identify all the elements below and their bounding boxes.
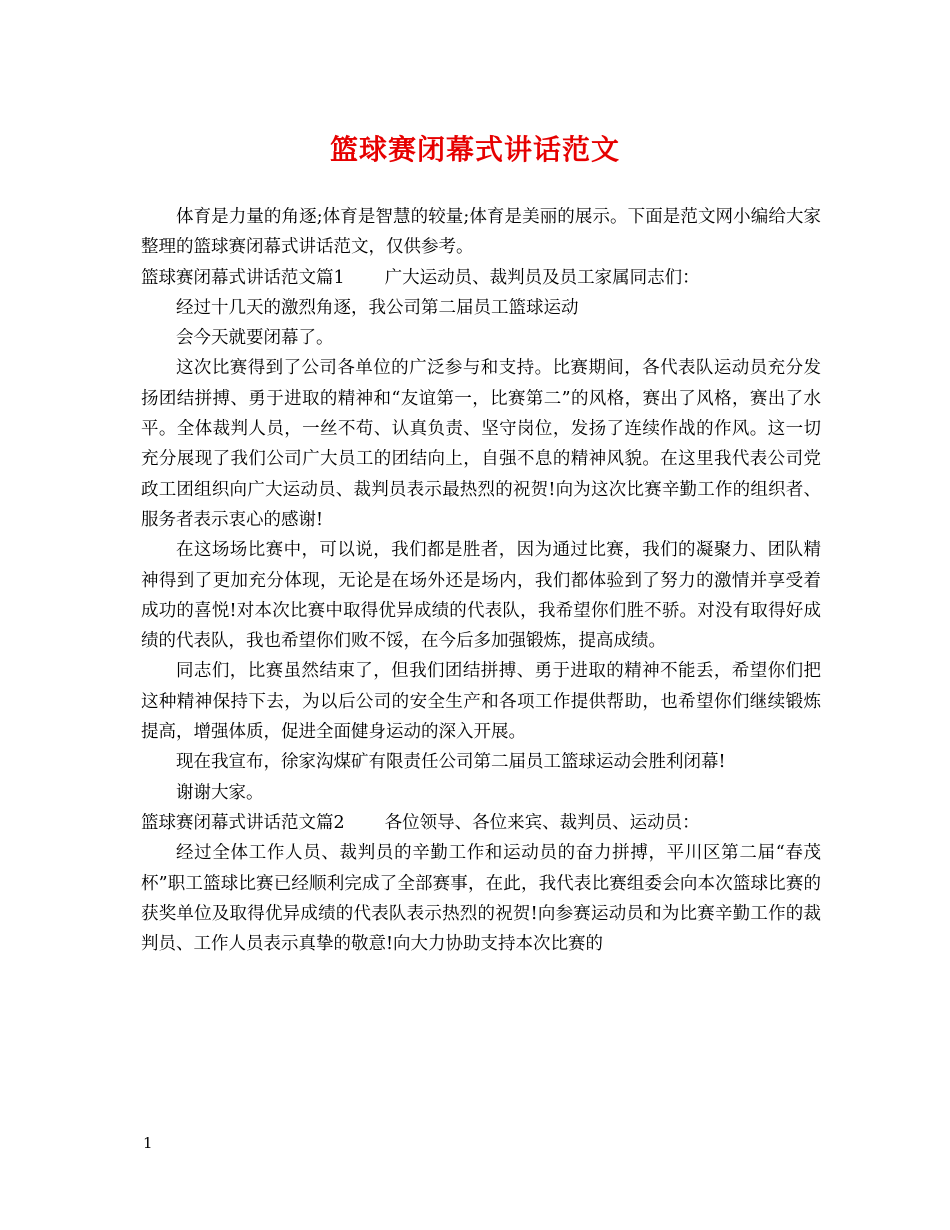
- section-label: 篮球赛闭幕式讲话范文篇2: [141, 812, 345, 833]
- paragraph: 会今天就要闭幕了。: [176, 328, 334, 349]
- paragraph: 现在我宣布，徐家沟煤矿有限责任公司第二届员工篮球运动会胜利闭幕!: [176, 752, 726, 773]
- section-heading-1: [141, 263, 821, 293]
- section-heading-2: [141, 808, 821, 838]
- paragraph: 经过全体工作人员、裁判员的辛勤工作和运动员的奋力拼搏，平川区第二届“春茂杯”职工篮球比赛已经顺利完成了全部赛事，在此，我代表比赛组委会向本次篮球比赛的获奖单位及取得优异成绩的代表队表示热烈的祝贺!向参赛运动员和为比赛辛勤工作的裁判员、工作人员表示真挚的敬意!向大力协助支持本次比赛的: [141, 843, 821, 955]
- paragraph: 经过十几天的激烈角逐，我公司第二届员工篮球运动: [176, 297, 579, 318]
- paragraph: 谢谢大家。: [176, 782, 264, 803]
- document-body: [141, 202, 821, 959]
- salutation: 各位领导、各位来宾、裁判员、运动员：: [384, 812, 700, 833]
- page-number: 1: [143, 1134, 153, 1152]
- document-title: 篮球赛闭幕式讲话范文: [329, 133, 620, 166]
- paragraph: 同志们，比赛虽然结束了，但我们团结拼搏、勇于进取的精神不能丢，希望你们把这种精神保持下去，为以后公司的安全生产和各项工作提供帮助，也希望你们继续锻炼提高，增强体质，促进全面健身运动的深入开展。: [141, 661, 821, 743]
- paragraph: 在这场场比赛中，可以说，我们都是胜者，因为通过比赛，我们的凝聚力、团队精神得到了更加充分体现，无论是在场外还是场内，我们都体验到了努力的激情并享受着成功的喜悦!对本次比赛中取得优异成绩的代表队，我希望你们胜不骄。对没有取得好成绩的代表队，我也希望你们败不馁，在今后多加强锻炼，提高成绩。: [141, 540, 821, 652]
- section-label: 篮球赛闭幕式讲话范文篇1: [141, 267, 345, 288]
- salutation: 广大运动员、裁判员及员工家属同志们：: [384, 267, 700, 288]
- paragraph: 这次比赛得到了公司各单位的广泛参与和支持。比赛期间，各代表队运动员充分发扬团结拼搏、勇于进取的精神和“友谊第一，比赛第二”的风格，赛出了风格，赛出了水平。全体裁判人员，一丝不苟、认真负责、坚守岗位，发扬了连续作战的作风。这一切充分展现了我们公司广大员工的团结向上，自强不息的精神风貌。在这里我代表公司党政工团组织向广大运动员、裁判员表示最热烈的祝贺!向为这次比赛辛勤工作的组织者、服务者表示衷心的感谢!: [141, 358, 821, 530]
- paragraph-intro: 体育是力量的角逐;体育是智慧的较量;体育是美丽的展示。下面是范文网小编给大家整理的篮球赛闭幕式讲话范文，仅供参考。: [141, 207, 821, 258]
